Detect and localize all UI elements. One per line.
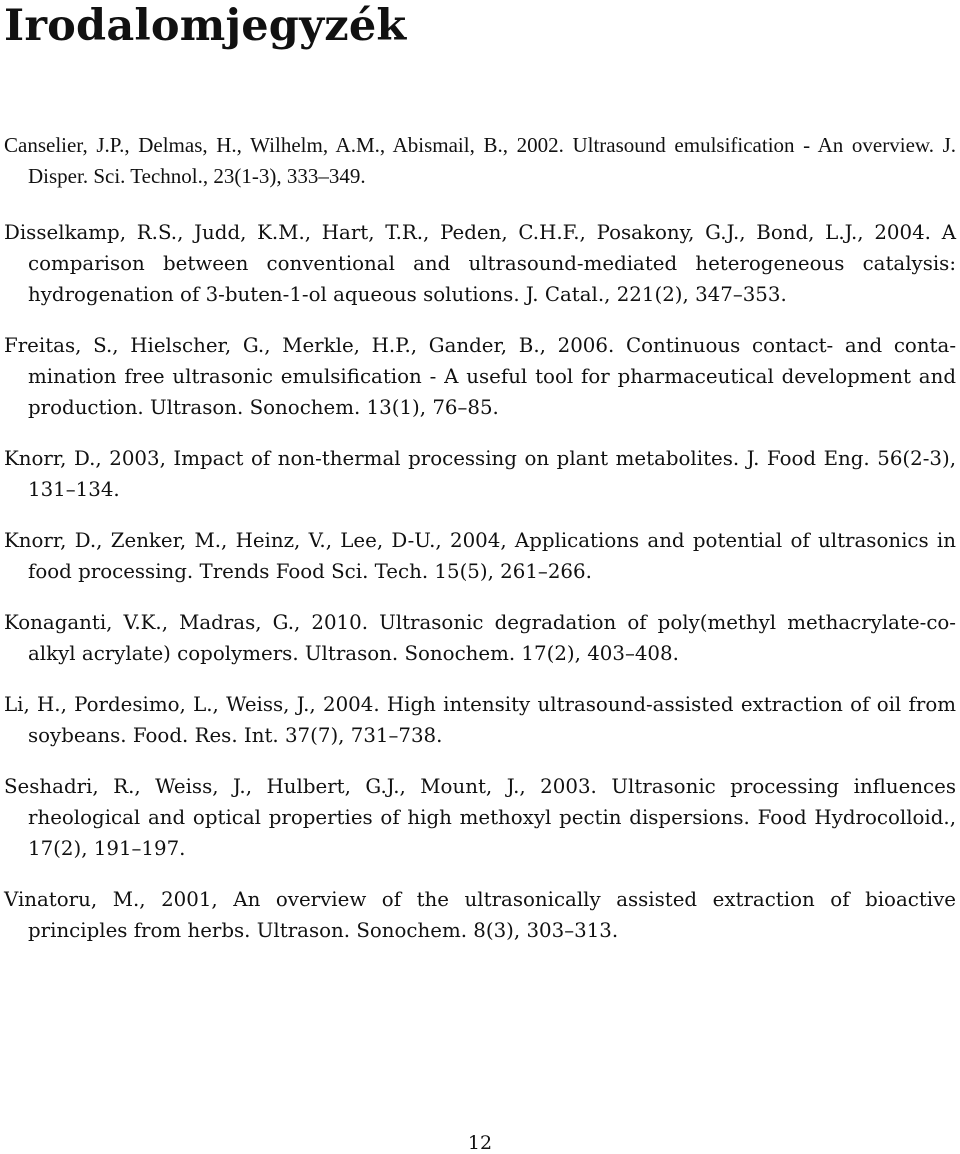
reference-list bbox=[4, 130, 956, 966]
reference-item: Knorr, D., 2003, Impact of non-thermal processing on plant metabolites. J. Food Eng. 56(2-3), 131–134. bbox=[4, 447, 956, 501]
reference-item: Disselkamp, R.S., Judd, K.M., Hart, T.R., Peden, C.H.F., Posakony, G.J., Bond, L.J., 2004. A comparison between conventional and ultrasound-mediated heterogeneous catalysis: hydrogenation of 3-buten-1-ol aqueous solutions. J. Catal., 221(2), 347–353. bbox=[4, 221, 956, 306]
page-number: 12 bbox=[467, 1132, 493, 1154]
reference-item: Canselier, J.P., Delmas, H., Wilhelm, A.M., Abismail, B., 2002. Ultrasound emulsification - An overview. J. Disper. Sci. Technol., 23(1-3), 333–349. bbox=[4, 133, 956, 188]
page-title: Irodalomjegyzék bbox=[4, 1, 407, 51]
reference-item: Seshadri, R., Weiss, J., Hulbert, G.J., Mount, J., 2003. Ultrasonic processing influences rheological and optical properties of high methoxyl pectin dispersions. Food Hydrocolloid., 17(2), 191–197. bbox=[4, 775, 956, 860]
reference-item: Freitas, S., Hielscher, G., Merkle, H.P., Gander, B., 2006. Continuous contact- and contamination free ultrasonic emulsification - A useful tool for pharmaceutical development and production. Ultrason. Sonochem. 13(1), 76–85. bbox=[4, 334, 956, 419]
reference-item: Li, H., Pordesimo, L., Weiss, J., 2004. High intensity ultrasound-assisted extraction of oil from soybeans. Food. Res. Int. 37(7), 731–738. bbox=[4, 693, 956, 747]
reference-item: Konaganti, V.K., Madras, G., 2010. Ultrasonic degradation of poly(methyl methacrylate-co-alkyl acrylate) copolymers. Ultrason. Sonochem. 17(2), 403–408. bbox=[4, 611, 956, 665]
reference-item: Vinatoru, M., 2001, An overview of the ultrasonically assisted extraction of bioactive principles from herbs. Ultrason. Sonochem. 8(3), 303–313. bbox=[4, 888, 956, 942]
reference-item: Knorr, D., Zenker, M., Heinz, V., Lee, D-U., 2004, Applications and potential of ultrasonics in food processing. Trends Food Sci. Tech. 15(5), 261–266. bbox=[4, 529, 956, 583]
